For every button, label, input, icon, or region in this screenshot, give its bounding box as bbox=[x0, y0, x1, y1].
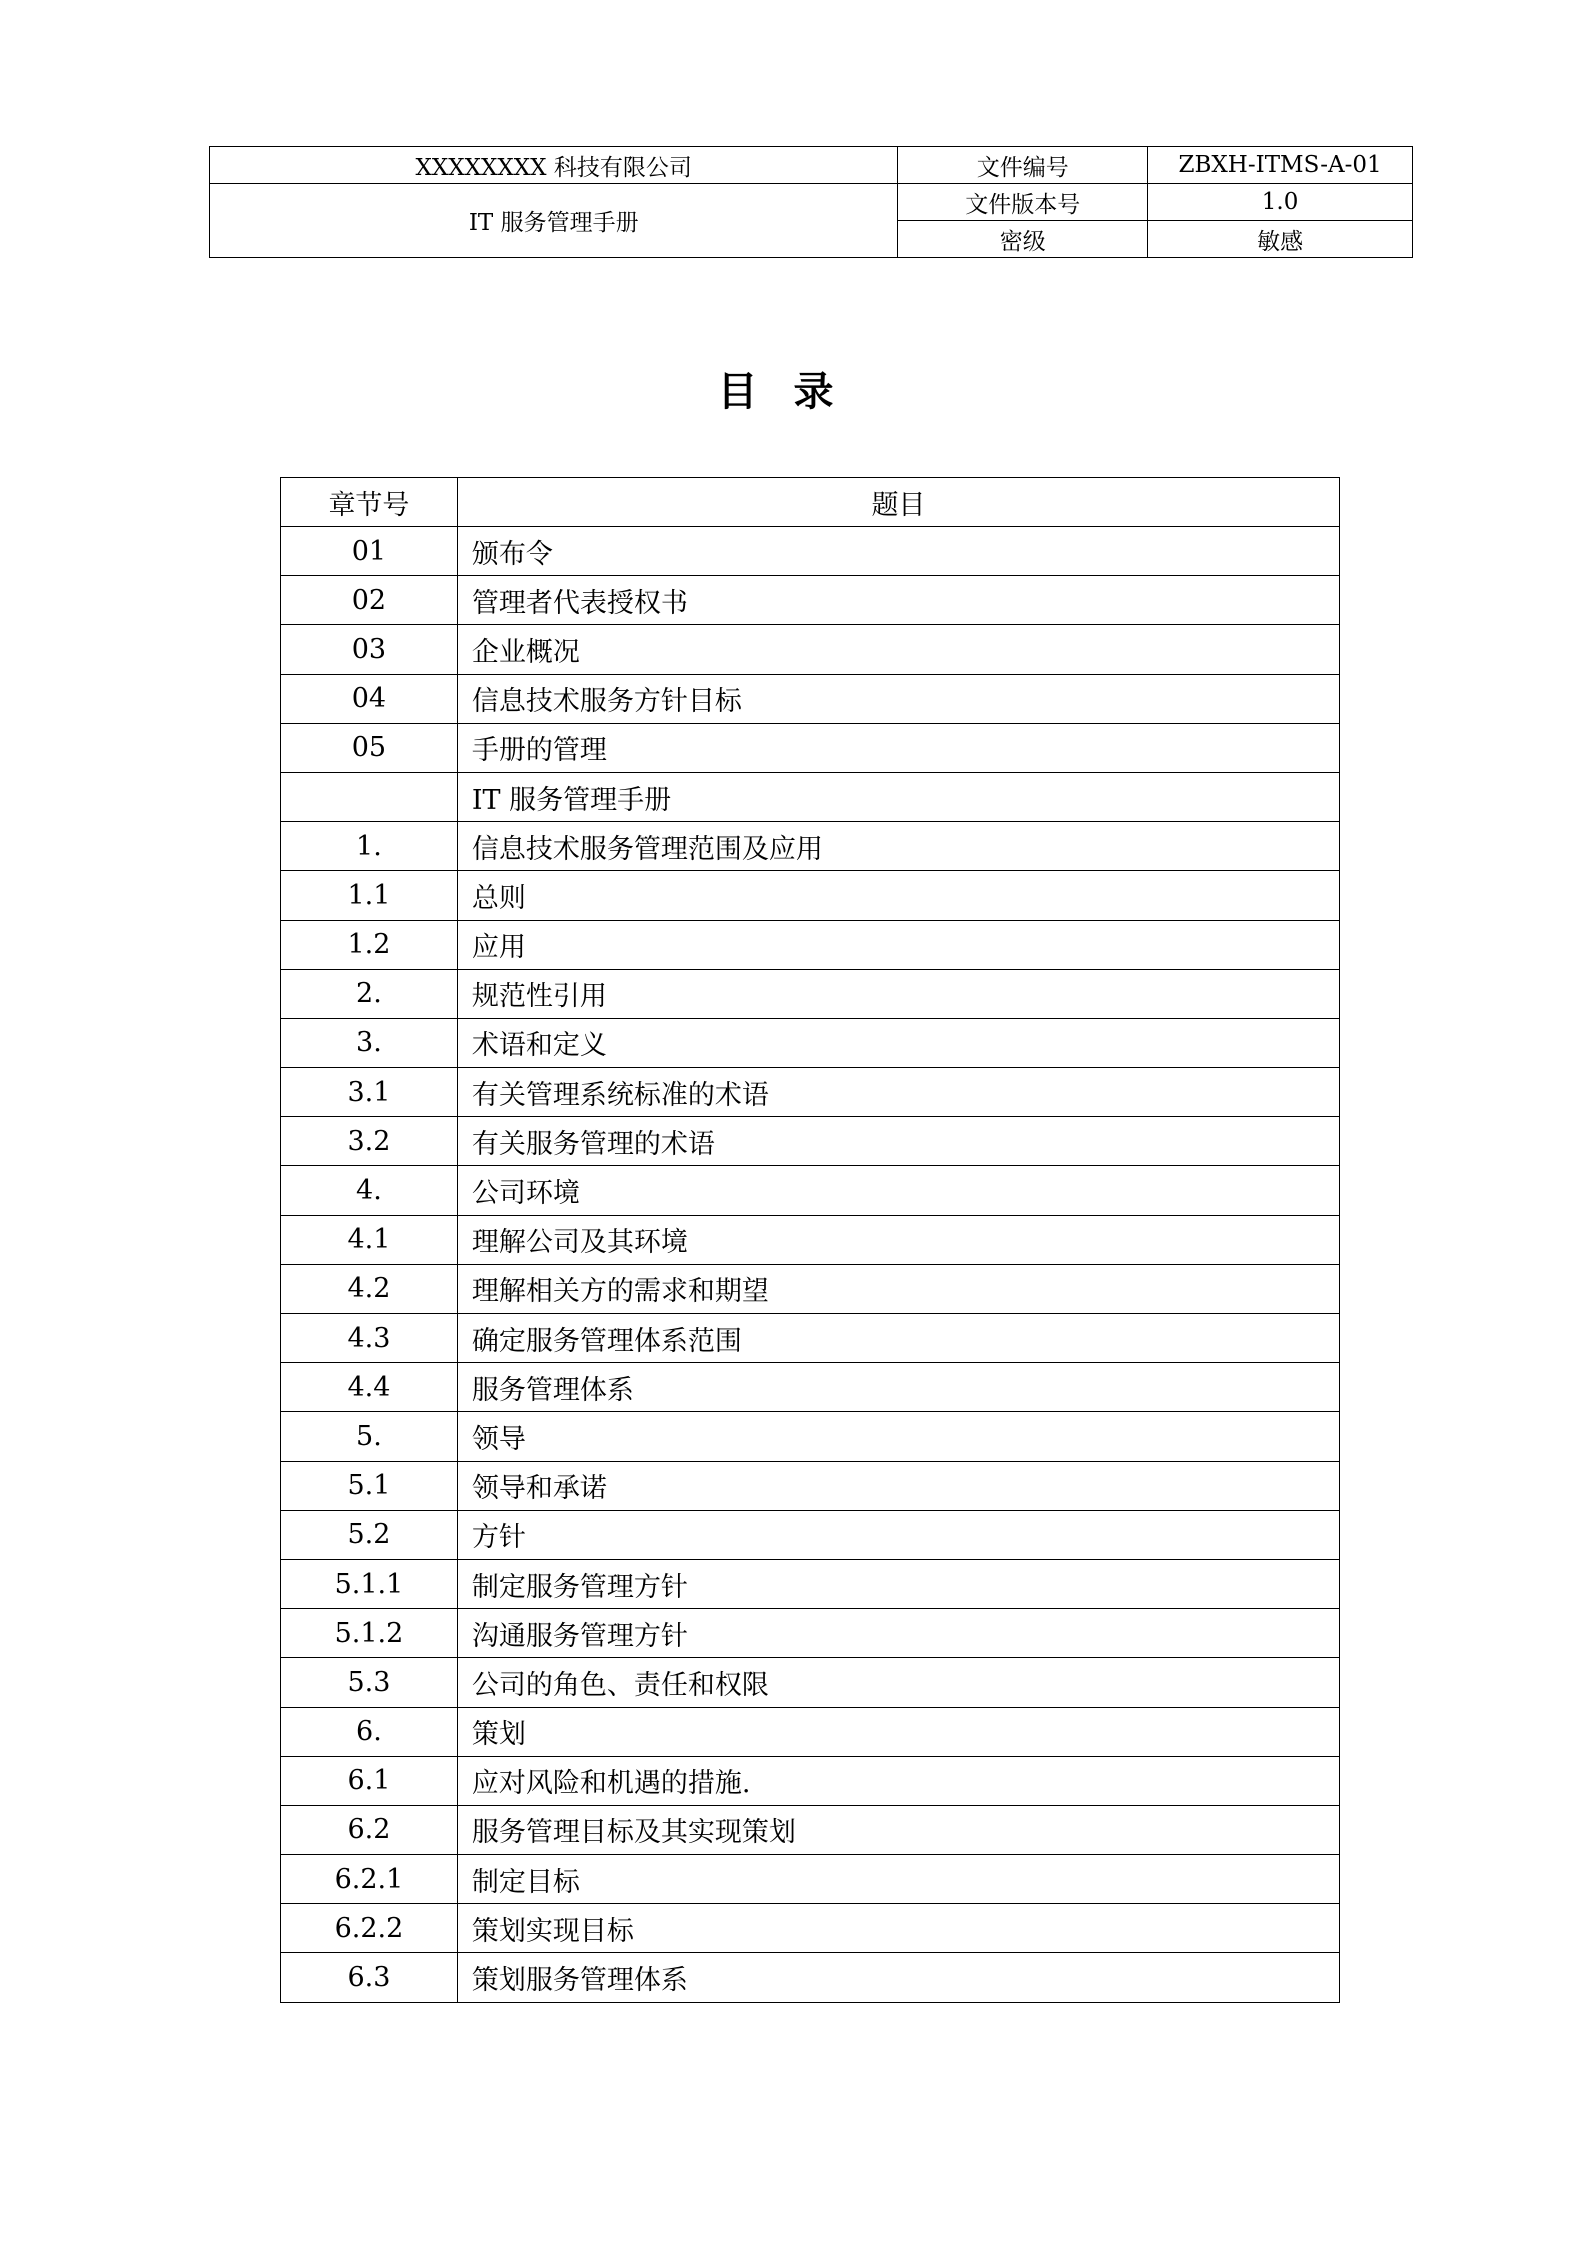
section-title: 策划 bbox=[457, 1707, 1339, 1756]
section-number: 4.3 bbox=[281, 1314, 458, 1363]
toc-row bbox=[281, 1953, 1340, 2002]
section-title: 制定目标 bbox=[457, 1855, 1339, 1904]
toc-row bbox=[281, 772, 1340, 821]
section-number: 03 bbox=[281, 625, 458, 674]
section-title: 策划服务管理体系 bbox=[457, 1953, 1339, 2002]
section-number: 05 bbox=[281, 723, 458, 772]
section-number: 5.1.2 bbox=[281, 1609, 458, 1658]
classification-label: 密级 bbox=[898, 221, 1148, 258]
doc-number-label: 文件编号 bbox=[898, 147, 1148, 184]
section-title: 领导 bbox=[457, 1412, 1339, 1461]
section-number: 5. bbox=[281, 1412, 458, 1461]
doc-title: IT 服务管理手册 bbox=[210, 184, 898, 258]
toc-row bbox=[281, 920, 1340, 969]
section-title: 规范性引用 bbox=[457, 969, 1339, 1018]
toc-row bbox=[281, 1609, 1340, 1658]
toc-row bbox=[281, 1215, 1340, 1264]
section-title: 策划实现目标 bbox=[457, 1904, 1339, 1953]
section-title: 有关管理系统标准的术语 bbox=[457, 1068, 1339, 1117]
toc-row bbox=[281, 871, 1340, 920]
section-number: 3.2 bbox=[281, 1117, 458, 1166]
section-title: 信息技术服务管理范围及应用 bbox=[457, 822, 1339, 871]
toc-row bbox=[281, 723, 1340, 772]
toc-row bbox=[281, 822, 1340, 871]
doc-version-value: 1.0 bbox=[1148, 184, 1413, 221]
section-title: 颁布令 bbox=[457, 527, 1339, 576]
classification-value: 敏感 bbox=[1148, 221, 1413, 258]
section-number: 1. bbox=[281, 822, 458, 871]
toc-row bbox=[281, 1264, 1340, 1313]
toc-row bbox=[281, 1756, 1340, 1805]
doc-number-value: ZBXH-ITMS-A-01 bbox=[1148, 147, 1413, 184]
toc-row bbox=[281, 1314, 1340, 1363]
section-title: IT 服务管理手册 bbox=[457, 772, 1339, 821]
section-title: 应用 bbox=[457, 920, 1339, 969]
section-number: 04 bbox=[281, 674, 458, 723]
section-title: 企业概况 bbox=[457, 625, 1339, 674]
section-number: 6.3 bbox=[281, 1953, 458, 2002]
toc-table bbox=[280, 477, 1340, 2003]
section-number: 1.2 bbox=[281, 920, 458, 969]
section-number: 4.1 bbox=[281, 1215, 458, 1264]
section-title: 服务管理体系 bbox=[457, 1363, 1339, 1412]
section-number: 6.2 bbox=[281, 1805, 458, 1854]
toc-row bbox=[281, 674, 1340, 723]
section-title: 服务管理目标及其实现策划 bbox=[457, 1805, 1339, 1854]
toc-row bbox=[281, 1707, 1340, 1756]
section-number: 2. bbox=[281, 969, 458, 1018]
section-title: 总则 bbox=[457, 871, 1339, 920]
toc-row bbox=[281, 1363, 1340, 1412]
toc-row bbox=[281, 1068, 1340, 1117]
section-title: 公司的角色、责任和权限 bbox=[457, 1658, 1339, 1707]
section-number: 4. bbox=[281, 1166, 458, 1215]
section-number: 4.2 bbox=[281, 1264, 458, 1313]
toc-row bbox=[281, 1412, 1340, 1461]
section-title: 应对风险和机遇的措施. bbox=[457, 1756, 1339, 1805]
section-number: 5.1 bbox=[281, 1461, 458, 1510]
section-title: 沟通服务管理方针 bbox=[457, 1609, 1339, 1658]
section-title: 领导和承诺 bbox=[457, 1461, 1339, 1510]
section-number: 5.2 bbox=[281, 1510, 458, 1559]
toc-row bbox=[281, 1018, 1340, 1067]
section-number: 4.4 bbox=[281, 1363, 458, 1412]
section-title: 有关服务管理的术语 bbox=[457, 1117, 1339, 1166]
toc-row bbox=[281, 1855, 1340, 1904]
toc-row bbox=[281, 1166, 1340, 1215]
toc-row bbox=[281, 969, 1340, 1018]
section-number: 5.3 bbox=[281, 1658, 458, 1707]
toc-header-row bbox=[281, 478, 1340, 527]
section-title: 手册的管理 bbox=[457, 723, 1339, 772]
toc-row bbox=[281, 1117, 1340, 1166]
toc-row bbox=[281, 1904, 1340, 1953]
document-header-table bbox=[209, 146, 1413, 258]
section-title: 管理者代表授权书 bbox=[457, 576, 1339, 625]
toc-row bbox=[281, 576, 1340, 625]
section-number bbox=[281, 772, 458, 821]
section-number: 02 bbox=[281, 576, 458, 625]
column-header-title: 题目 bbox=[457, 478, 1339, 527]
section-title: 理解相关方的需求和期望 bbox=[457, 1264, 1339, 1313]
doc-version-label: 文件版本号 bbox=[898, 184, 1148, 221]
section-title: 制定服务管理方针 bbox=[457, 1559, 1339, 1608]
section-title: 理解公司及其环境 bbox=[457, 1215, 1339, 1264]
page-title: 目录 bbox=[717, 368, 870, 415]
section-title: 方针 bbox=[457, 1510, 1339, 1559]
toc-row bbox=[281, 625, 1340, 674]
toc-row bbox=[281, 1658, 1340, 1707]
section-number: 1.1 bbox=[281, 871, 458, 920]
section-title: 公司环境 bbox=[457, 1166, 1339, 1215]
toc-row bbox=[281, 1559, 1340, 1608]
company-name: XXXXXXXX 科技有限公司 bbox=[210, 147, 898, 184]
section-number: 3. bbox=[281, 1018, 458, 1067]
toc-row bbox=[281, 1461, 1340, 1510]
toc-row bbox=[281, 527, 1340, 576]
section-number: 6.2.2 bbox=[281, 1904, 458, 1953]
section-title: 术语和定义 bbox=[457, 1018, 1339, 1067]
column-header-section: 章节号 bbox=[281, 478, 458, 527]
section-title: 信息技术服务方针目标 bbox=[457, 674, 1339, 723]
section-number: 5.1.1 bbox=[281, 1559, 458, 1608]
toc-row bbox=[281, 1510, 1340, 1559]
section-title: 确定服务管理体系范围 bbox=[457, 1314, 1339, 1363]
section-number: 6.1 bbox=[281, 1756, 458, 1805]
section-number: 6.2.1 bbox=[281, 1855, 458, 1904]
section-number: 3.1 bbox=[281, 1068, 458, 1117]
section-number: 01 bbox=[281, 527, 458, 576]
section-number: 6. bbox=[281, 1707, 458, 1756]
toc-row bbox=[281, 1805, 1340, 1854]
